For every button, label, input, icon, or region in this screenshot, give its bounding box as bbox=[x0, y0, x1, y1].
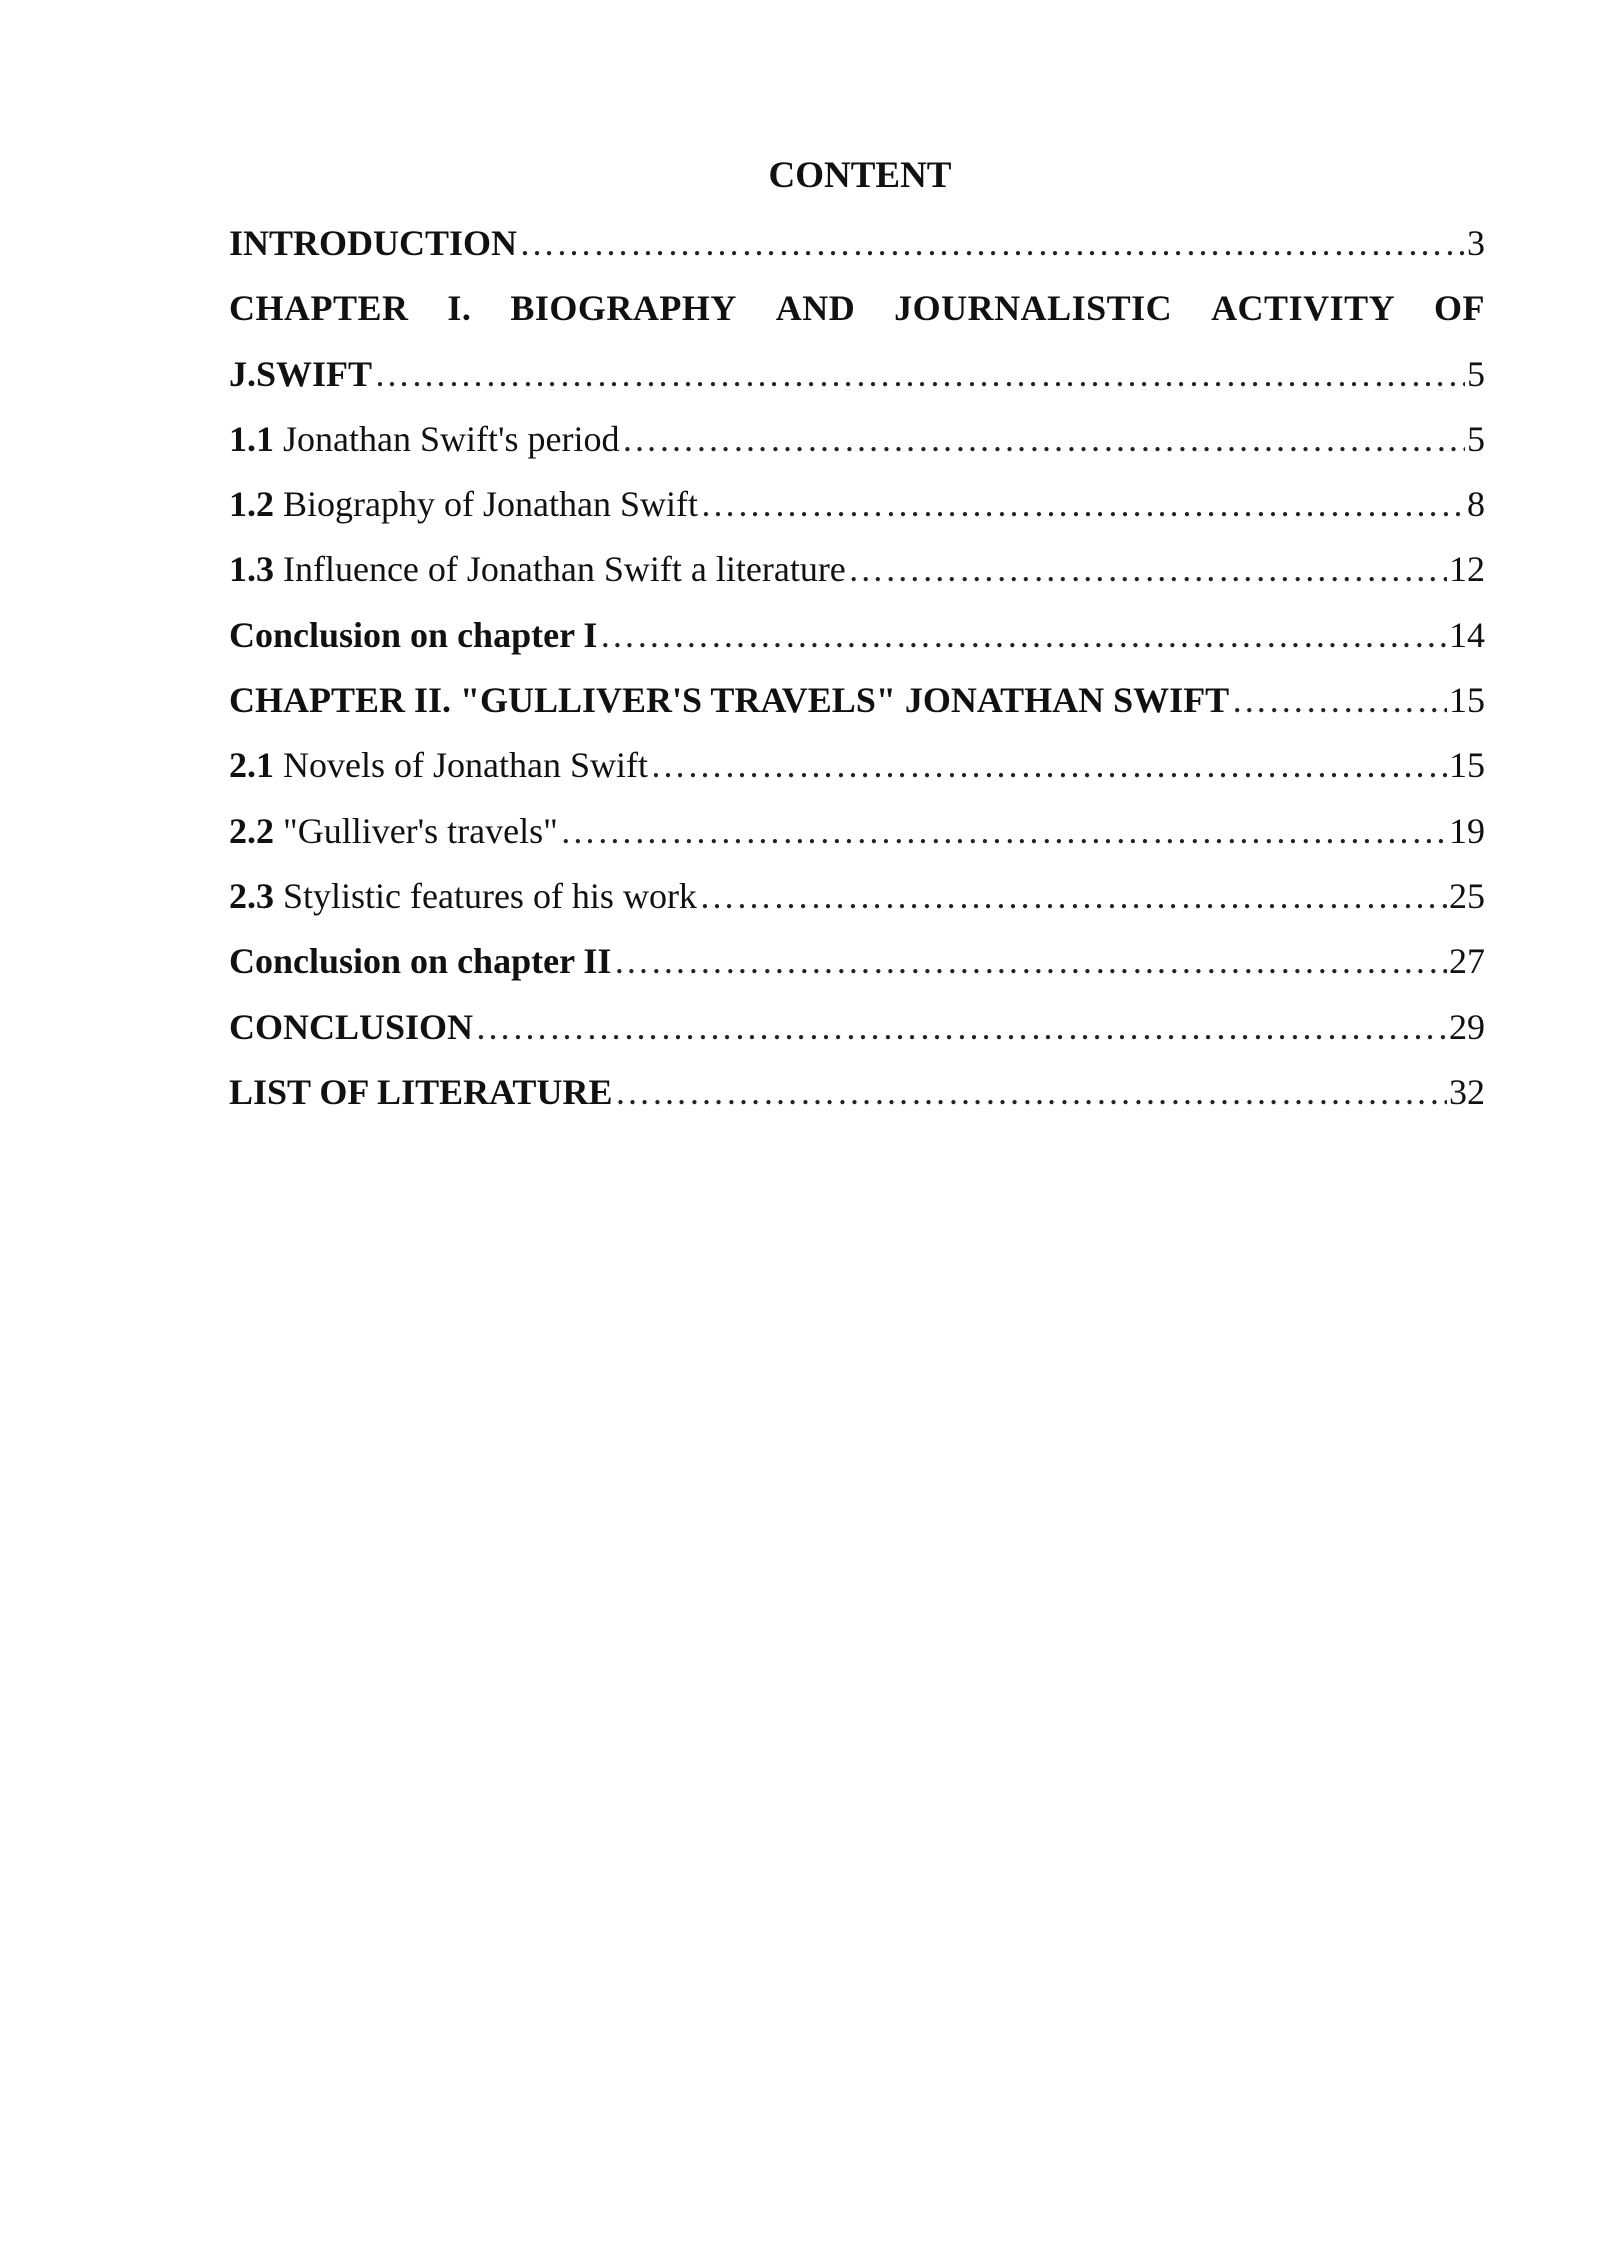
toc-entry-section-2-2[interactable] bbox=[229, 799, 1485, 864]
section-number: 1.1 bbox=[229, 418, 274, 459]
heading-word: BIOGRAPHY bbox=[510, 288, 737, 329]
dot-leader bbox=[621, 407, 1465, 472]
toc-entry-chapter-2[interactable] bbox=[229, 668, 1485, 733]
toc-entry-label bbox=[229, 472, 698, 537]
toc-entry-label: CHAPTER II. "GULLIVER'S TRAVELS" JONATHAN SWIFT bbox=[229, 680, 1230, 721]
heading-word: JOURNALISTIC bbox=[894, 288, 1173, 329]
toc-page-number: 15 bbox=[1449, 745, 1485, 786]
dot-leader bbox=[613, 929, 1447, 994]
heading-word: ACTIVITY bbox=[1211, 288, 1396, 329]
dot-leader bbox=[599, 603, 1447, 668]
toc-entry-section-2-1[interactable] bbox=[229, 733, 1485, 798]
toc-page-number: 3 bbox=[1467, 223, 1485, 263]
toc-page-number: 5 bbox=[1467, 353, 1485, 394]
section-title: Influence of Jonathan Swift a literature bbox=[274, 549, 846, 590]
dot-leader bbox=[700, 472, 1465, 537]
toc-entry-label bbox=[229, 407, 619, 472]
toc-page-number: 32 bbox=[1449, 1071, 1485, 1112]
toc-entry-label bbox=[229, 537, 846, 602]
dot-leader bbox=[475, 995, 1447, 1060]
section-title: Novels of Jonathan Swift bbox=[274, 745, 648, 786]
heading-word: I. bbox=[447, 288, 472, 329]
heading-word: OF bbox=[1434, 288, 1485, 329]
toc-entry-section-2-3[interactable] bbox=[229, 864, 1485, 929]
toc-entry-label: LIST OF LITERATURE bbox=[229, 1071, 613, 1112]
section-number: 2.2 bbox=[229, 810, 274, 851]
toc-page-number: 8 bbox=[1467, 484, 1485, 525]
dot-leader bbox=[560, 799, 1447, 864]
section-title: "Gulliver's travels" bbox=[274, 810, 558, 851]
section-number: 1.3 bbox=[229, 549, 274, 590]
toc-entry-list-of-literature[interactable] bbox=[229, 1060, 1485, 1125]
toc-page-number: 12 bbox=[1449, 549, 1485, 590]
toc-entry-section-1-1[interactable] bbox=[229, 407, 1485, 472]
section-title: Biography of Jonathan Swift bbox=[274, 484, 698, 525]
section-title: Stylistic features of his work bbox=[274, 875, 697, 916]
toc-entry-label: J.SWIFT bbox=[229, 353, 373, 394]
toc-entry-section-1-3[interactable] bbox=[229, 537, 1485, 602]
toc-page-number: 27 bbox=[1449, 941, 1485, 982]
toc-entry-conclusion-chapter-2[interactable] bbox=[229, 929, 1485, 994]
toc-entry-chapter-1-heading[interactable] bbox=[229, 276, 1485, 341]
toc-entry-section-1-2[interactable] bbox=[229, 472, 1485, 537]
dot-leader bbox=[519, 211, 1465, 276]
table-of-contents bbox=[229, 211, 1485, 1125]
toc-entry-conclusion[interactable] bbox=[229, 995, 1485, 1060]
toc-page-number: 25 bbox=[1449, 875, 1485, 916]
heading-word: CHAPTER bbox=[229, 288, 409, 329]
toc-entry-label: INTRODUCTION bbox=[229, 223, 518, 263]
toc-page-number: 15 bbox=[1449, 680, 1485, 721]
toc-page-number: 29 bbox=[1449, 1006, 1485, 1047]
section-number: 2.3 bbox=[229, 875, 274, 916]
dot-leader bbox=[848, 537, 1447, 602]
toc-entry-chapter-1-continued[interactable] bbox=[229, 342, 1485, 407]
toc-entry-label bbox=[229, 733, 648, 798]
section-title: Jonathan Swift's period bbox=[274, 418, 620, 459]
toc-page-number: 14 bbox=[1449, 614, 1485, 655]
toc-entry-introduction[interactable] bbox=[229, 211, 1485, 276]
toc-entry-label bbox=[229, 864, 697, 929]
dot-leader bbox=[1231, 668, 1447, 733]
dot-leader bbox=[650, 733, 1447, 798]
toc-entry-label: Conclusion on chapter II bbox=[229, 941, 612, 982]
dot-leader bbox=[614, 1060, 1447, 1125]
heading-word: AND bbox=[775, 288, 856, 329]
toc-page-number: 19 bbox=[1449, 810, 1485, 851]
toc-title: CONTENT bbox=[768, 155, 952, 196]
dot-leader bbox=[374, 342, 1465, 407]
section-number: 2.1 bbox=[229, 745, 274, 786]
toc-entry-label: CONCLUSION bbox=[229, 1006, 474, 1047]
toc-entry-label bbox=[229, 799, 558, 864]
toc-entry-conclusion-chapter-1[interactable] bbox=[229, 603, 1485, 668]
dot-leader bbox=[699, 864, 1447, 929]
toc-page-number: 5 bbox=[1467, 418, 1485, 459]
toc-entry-label: Conclusion on chapter I bbox=[229, 614, 598, 655]
section-number: 1.2 bbox=[229, 484, 274, 525]
